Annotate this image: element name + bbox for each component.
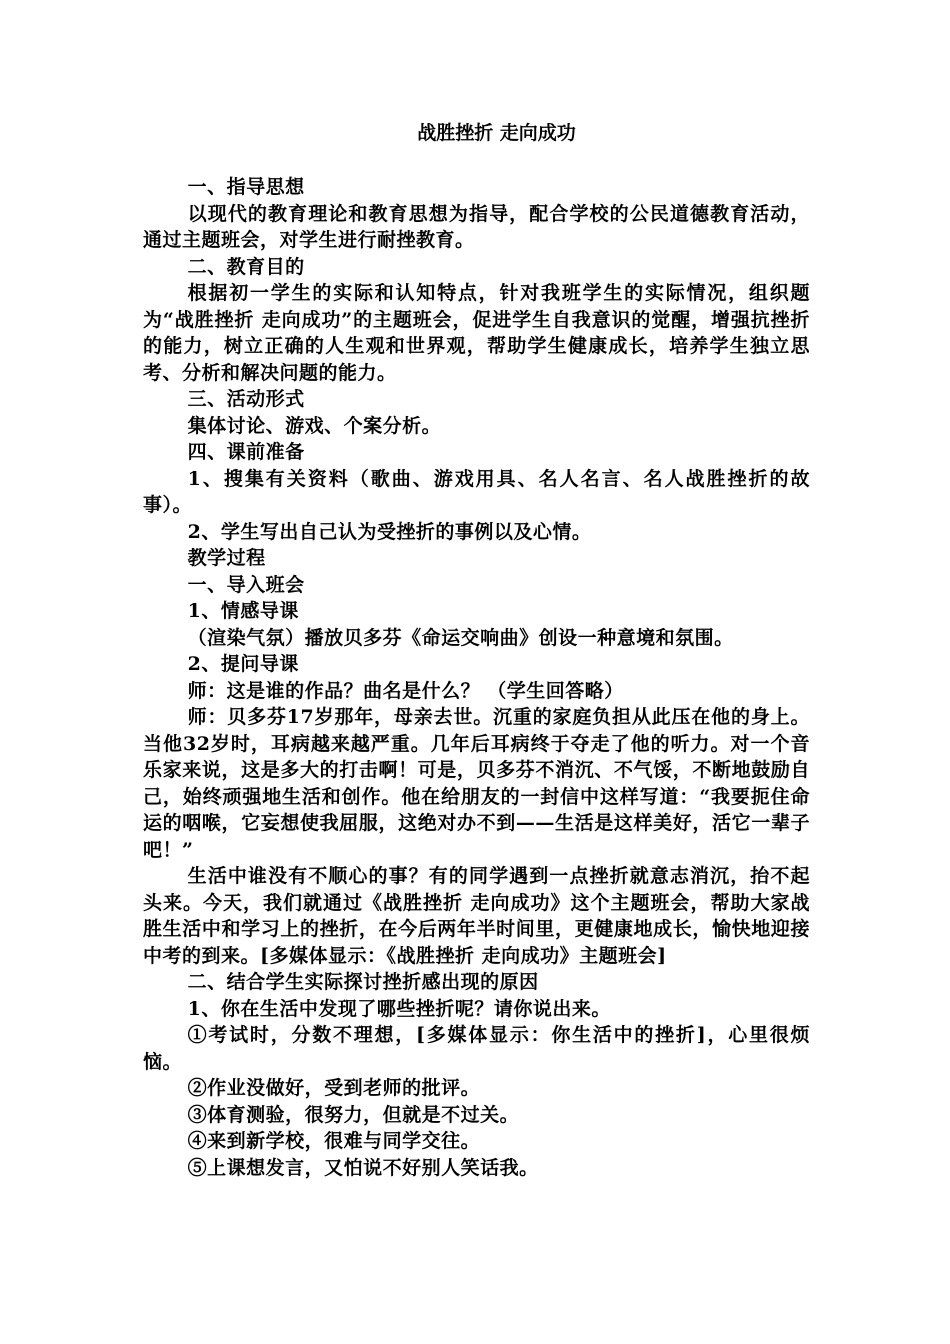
- list-item-2: ②作业没做好，受到老师的批评。: [187, 1077, 481, 1099]
- list-item-1: ①考试时，分数不理想，[多媒体显示：你生活中的挫折]，心里很烦恼。: [143, 1024, 810, 1073]
- paragraph-guiding-ideology: 以现代的教育理论和教育思想为指导，配合学校的公民道德教育活动，通过主题班会，对学生进行耐挫教育。: [143, 202, 810, 251]
- heading-emotional-intro: 1、情感导课: [187, 600, 299, 622]
- paragraph-beethoven-story: 师：贝多芬17岁那年，母亲去世。沉重的家庭负担从此压在他的身上。当他32岁时，耳病越来越严重。几年后耳病终于夺走了他的听力。对一个音乐家来说，这是多大的打击啊！可是，贝多芬不消沉、不气馁，不断地鼓励自己，始终顽强地生活和创作。他在给朋友的一封信中这样写道：“我要扼住命运的咽喉，它妄想使我屈服，这绝对办不到——生活是这样美好，活它一辈子吧！”: [143, 706, 810, 861]
- paragraph-preparation-1: 1、搜集有关资料（歌曲、游戏用具、名人名言、名人战胜挫折的故事）。: [143, 467, 810, 516]
- paragraph-class-theme: 生活中谁没有不顺心的事？有的同学遇到一点挫折就意志消沉，抬不起头来。今天，我们就通过《战胜挫折 走向成功》这个主题班会，帮助大家战胜生活中和学习上的挫折，在今后两年半时间里，更健康地成长，愉快地迎接中考的到来。[多媒体显示：《战胜挫折 走向成功》主题班会]: [143, 865, 810, 967]
- heading-preparation: 四、课前准备: [187, 441, 305, 463]
- paragraph-question-1: 1、你在生活中发现了哪些挫折呢？请你说出来。: [187, 997, 611, 1020]
- paragraph-preparation-2: 2、学生写出自己认为受挫折的事例以及心情。: [187, 520, 592, 543]
- paragraph-activity-form: 集体讨论、游戏、个案分析。: [187, 414, 442, 437]
- document-page: [143, 120, 810, 1181]
- list-item-4: ④来到新学校，很难与同学交往。: [187, 1130, 481, 1152]
- heading-education-goal: 二、教育目的: [187, 255, 305, 278]
- document-title: 战胜挫折 走向成功: [417, 122, 576, 144]
- heading-question-intro: 2、提问导课: [187, 653, 299, 675]
- heading-introduction: 一、导入班会: [187, 573, 305, 596]
- paragraph-emotional-intro: （渲染气氛）播放贝多芬《命运交响曲》创设一种意境和氛围。: [187, 626, 734, 649]
- heading-activity-form: 三、活动形式: [187, 388, 305, 410]
- paragraph-education-goal: 根据初一学生的实际和认知特点，针对我班学生的实际情况，组织题为“战胜挫折 走向成功”的主题班会，促进学生自我意识的觉醒，增强抗挫折的能力，树立正确的人生观和世界观，帮助学生健康成长，培养学生独立思考、分析和解决问题的能力。: [143, 282, 810, 384]
- list-item-5: ⑤上课想发言，又怕说不好别人笑话我。: [187, 1156, 539, 1179]
- heading-teaching-process: 教学过程: [187, 547, 266, 569]
- heading-frustration-causes: 二、结合学生实际探讨挫折感出现的原因: [187, 971, 539, 993]
- list-item-3: ③体育测验，很努力，但就是不过关。: [187, 1103, 520, 1126]
- paragraph-teacher-question: 师：这是谁的作品？曲名是什么？ （学生回答略）: [187, 679, 624, 702]
- heading-guiding-ideology: 一、指导思想: [187, 176, 305, 198]
